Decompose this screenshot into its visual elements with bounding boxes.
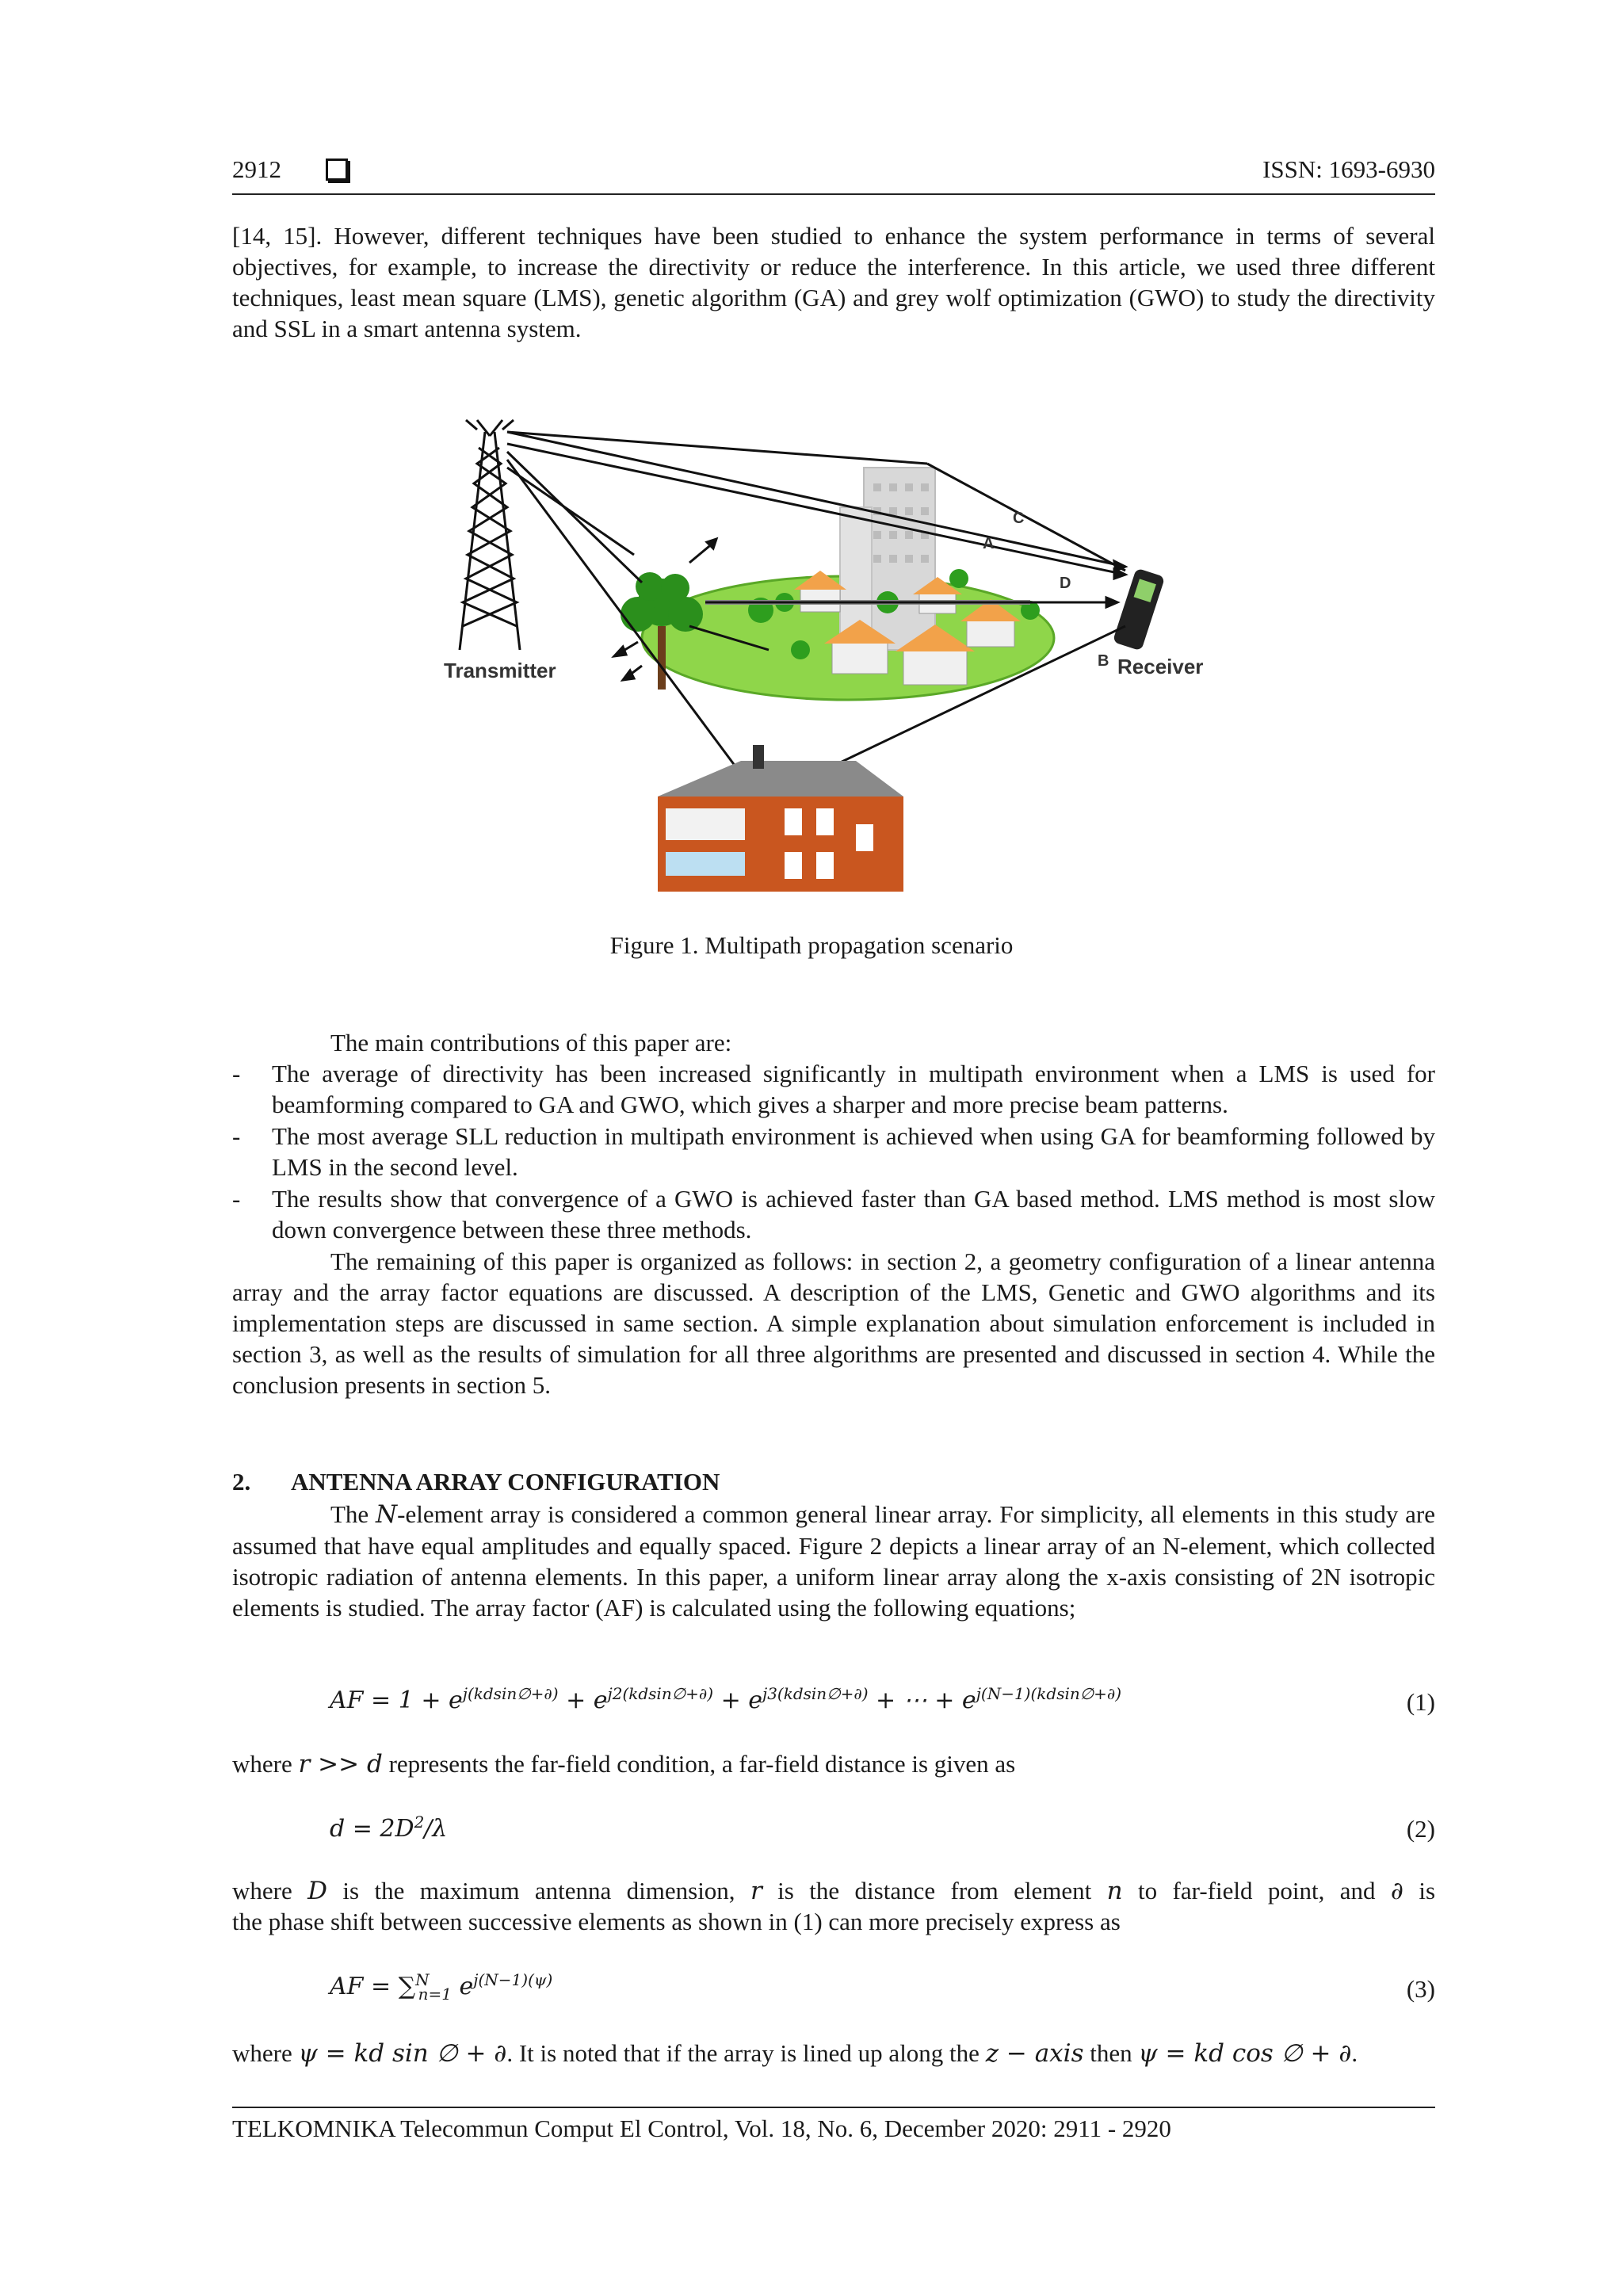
bullet-marker: - <box>232 1122 241 1150</box>
equation-3-number: (3) <box>1406 1975 1435 2003</box>
equation-3: AF = ∑$^N_{n=1}$ $e^{j(N-1)(\psi)}$ <box>330 1970 553 2004</box>
contribution-bullet-3: - The results show that convergence of a GWO is achieved faster than GA based method. LMS method is most slow down convergence between these three methods. <box>232 1185 1435 1244</box>
contribution-bullet-1: - The average of directivity has been increased significantly in multipath environment when a LMS is used for beamforming compared to GA and GWO, which gives a sharper and more precise beam patterns. <box>232 1060 1435 1118</box>
receiver-label: Receiver <box>1117 655 1204 678</box>
section-number: 2. <box>232 1468 251 1496</box>
bullet-marker: - <box>232 1060 241 1087</box>
page-footer: TELKOMNIKA Telecommun Comput El Control, Vol. 18, No. 6, December 2020: 2911 - 2920 <box>232 2115 1171 2142</box>
house <box>658 745 903 892</box>
transmitter-label: Transmitter <box>444 659 556 682</box>
figure-1-caption: Figure 1. Multipath propagation scenario <box>609 931 1014 959</box>
equation-2-number: (2) <box>1406 1815 1435 1843</box>
path-label-a: A <box>983 535 995 552</box>
footer-rule <box>232 2107 1435 2108</box>
where-3: where ψ = kd sin ∅ + ∂. It is noted that if the array is lined up along the z − axis then ψ = kd cos ∅ + ∂. <box>232 2039 1358 2068</box>
path-label-b: B <box>1098 652 1109 670</box>
box-icon <box>326 159 348 181</box>
where-2-continued: the phase shift between successive elements as shown in (1) can more precisely express as <box>232 1908 1121 1935</box>
section-2-heading <box>232 1468 720 1496</box>
equation-1: AF = $1 + e^{j(kdsin\emptyset+\partial)} + e^{j2(kdsin\emptyset+\partial)} + e^{j3(kdsin\emptyset+\partial)}$ + ⋯ + $e^{j(N-1)(kdsin\emptyset+\partial)}$ <box>330 1684 1122 1714</box>
contribution-bullet-2: - The most average SLL reduction in multipath environment is achieved when using GA for beamforming followed by LMS in the second level. <box>232 1122 1435 1181</box>
intro-paragraph: [14, 15]. However, different techniques have been studied to enhance the system performance in terms of several objectives, for example, to increase the directivity or reduce the interference. In this article, we used three different techniques, least mean square (LMS), genetic algorithm (GA) and grey wolf optimization (GWO) to study the directivity and SSL in a smart antenna system. <box>232 222 1435 342</box>
figure-1-illustration <box>428 412 1252 904</box>
section-title: ANTENNA ARRAY CONFIGURATION <box>291 1468 720 1496</box>
equation-1-number: (1) <box>1406 1688 1435 1716</box>
contributions-lead: The main contributions of this paper are: <box>330 1029 732 1056</box>
receiver-phone <box>1113 568 1165 651</box>
page-header <box>232 155 1435 195</box>
equation-2: $d = 2D^2/\lambda$ <box>330 1813 448 1843</box>
section-2-paragraph: The N-element array is considered a common general linear array. For simplicity, all elements in this study are assumed that have equal amplitudes and equally spaced. Figure 2 depicts a linear array of an N-element, which collected isotropic radiation of antenna elements. In this paper, a uniform linear array along the x-axis consisting of 2N isotropic elements is studied. The array factor (AF) is calculated using the following equations; <box>232 1500 1436 1622</box>
bullet-marker: - <box>232 1185 241 1213</box>
path-label-c: C <box>1013 510 1025 527</box>
issn: ISSN: 1693-6930 <box>1262 155 1435 183</box>
path-label-d: D <box>1060 575 1071 592</box>
where-2: where D is the maximum antenna dimension, r is the distance from element n to far-field point, and ∂ is <box>232 1877 1436 1905</box>
where-1: where r >> d represents the far-field condition, a far-field distance is given as <box>232 1750 1016 1778</box>
organization-paragraph: The remaining of this paper is organized as follows: in section 2, a geometry configuration of a linear antenna array and the array factor equations are discussed. A description of the LMS, Genetic and GWO algorithms and its implementation steps are discussed in same section. A simple explanation about simulation enforcement is included in section 3, as well as the results of simulation for all three algorithms are presented and discussed in section 4. While the conclusion presents in section 5. <box>232 1247 1435 1399</box>
page-number: 2912 <box>232 155 281 183</box>
